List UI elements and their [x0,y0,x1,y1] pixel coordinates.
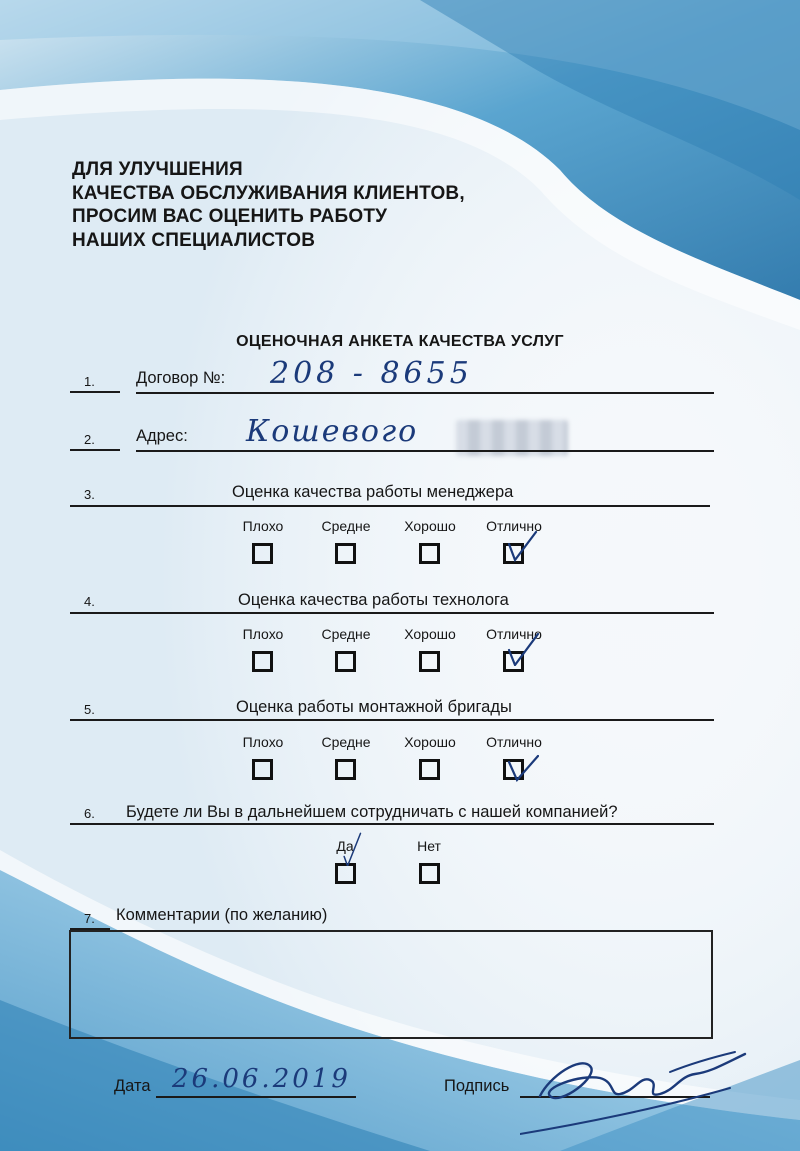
option-label: Средне [321,734,371,750]
option-label: Хорошо [404,734,456,750]
option-label: Отлично [486,518,542,534]
option-label: Плохо [242,626,284,642]
cooperate-yes-checkbox[interactable] [335,863,356,884]
cooperate-no-checkbox[interactable] [419,863,440,884]
technologist-excellent-checkbox[interactable] [503,651,524,672]
question-line [70,612,714,614]
date-line [156,1096,356,1098]
item-number: 1. [84,374,95,389]
item-number: 6. [84,806,95,821]
header-line: ДЛЯ УЛУЧШЕНИЯ [72,159,243,180]
number-underline [70,391,120,393]
contract-label: Договор №: [136,369,226,387]
option-label: Плохо [242,734,284,750]
manager-poor-checkbox[interactable] [252,543,273,564]
option-label: Средне [321,626,371,642]
address-value[interactable]: Кошевого [246,414,419,449]
question-line [70,823,714,825]
option-label: Да [336,838,354,854]
header-line: КАЧЕСТВА ОБСЛУЖИВАНИЯ КЛИЕНТОВ, [72,182,465,204]
technologist-good-checkbox[interactable] [419,651,440,672]
installers-good-checkbox[interactable] [419,759,440,780]
technologist-poor-checkbox[interactable] [252,651,273,672]
date-value[interactable]: 26.06.2019 [172,1064,351,1094]
header-line: ПРОСИМ ВАС ОЦЕНИТЬ РАБОТУ [72,206,388,227]
number-underline [70,449,120,451]
technologist-rating-label: Оценка качества работы технолога [238,591,509,609]
cooperate-question-label: Будете ли Вы в дальнейшем сотрудничать с нашей компанией? [126,803,618,821]
address-label: Адрес: [136,427,188,445]
comments-label: Комментарии (по желанию) [116,906,328,924]
option-label: Отлично [486,626,542,642]
option-label: Хорошо [404,626,456,642]
technologist-average-checkbox[interactable] [335,651,356,672]
installers-rating-label: Оценка работы монтажной бригады [236,698,512,716]
signature-label: Подпись [444,1077,510,1095]
question-line [70,505,710,507]
form-title: ОЦЕНОЧНАЯ АНКЕТА КАЧЕСТВА УСЛУГ [236,333,564,350]
question-line [70,719,714,721]
header-text [72,158,552,252]
manager-good-checkbox[interactable] [419,543,440,564]
installers-excellent-checkbox[interactable] [503,759,524,780]
contract-line [136,392,714,394]
installers-average-checkbox[interactable] [335,759,356,780]
contract-number-value[interactable]: 208 - 8655 [270,356,473,391]
item-number: 5. [84,702,95,717]
option-label: Хорошо [404,518,456,534]
option-label: Плохо [242,518,284,534]
option-label: Нет [417,838,441,854]
address-line [136,450,714,452]
manager-rating-label: Оценка качества работы менеджера [232,483,514,501]
header-line: НАШИХ СПЕЦИАЛИСТОВ [72,229,316,251]
date-label: Дата [114,1077,151,1095]
option-label: Отлично [486,734,542,750]
installers-poor-checkbox[interactable] [252,759,273,780]
manager-average-checkbox[interactable] [335,543,356,564]
item-number: 2. [84,432,95,447]
item-number: 7. [84,911,95,926]
item-number: 3. [84,487,95,502]
manager-excellent-checkbox[interactable] [503,543,524,564]
comments-textarea[interactable] [69,930,713,1039]
item-number: 4. [84,594,95,609]
option-label: Средне [321,518,371,534]
signature-graphic [520,1036,760,1136]
